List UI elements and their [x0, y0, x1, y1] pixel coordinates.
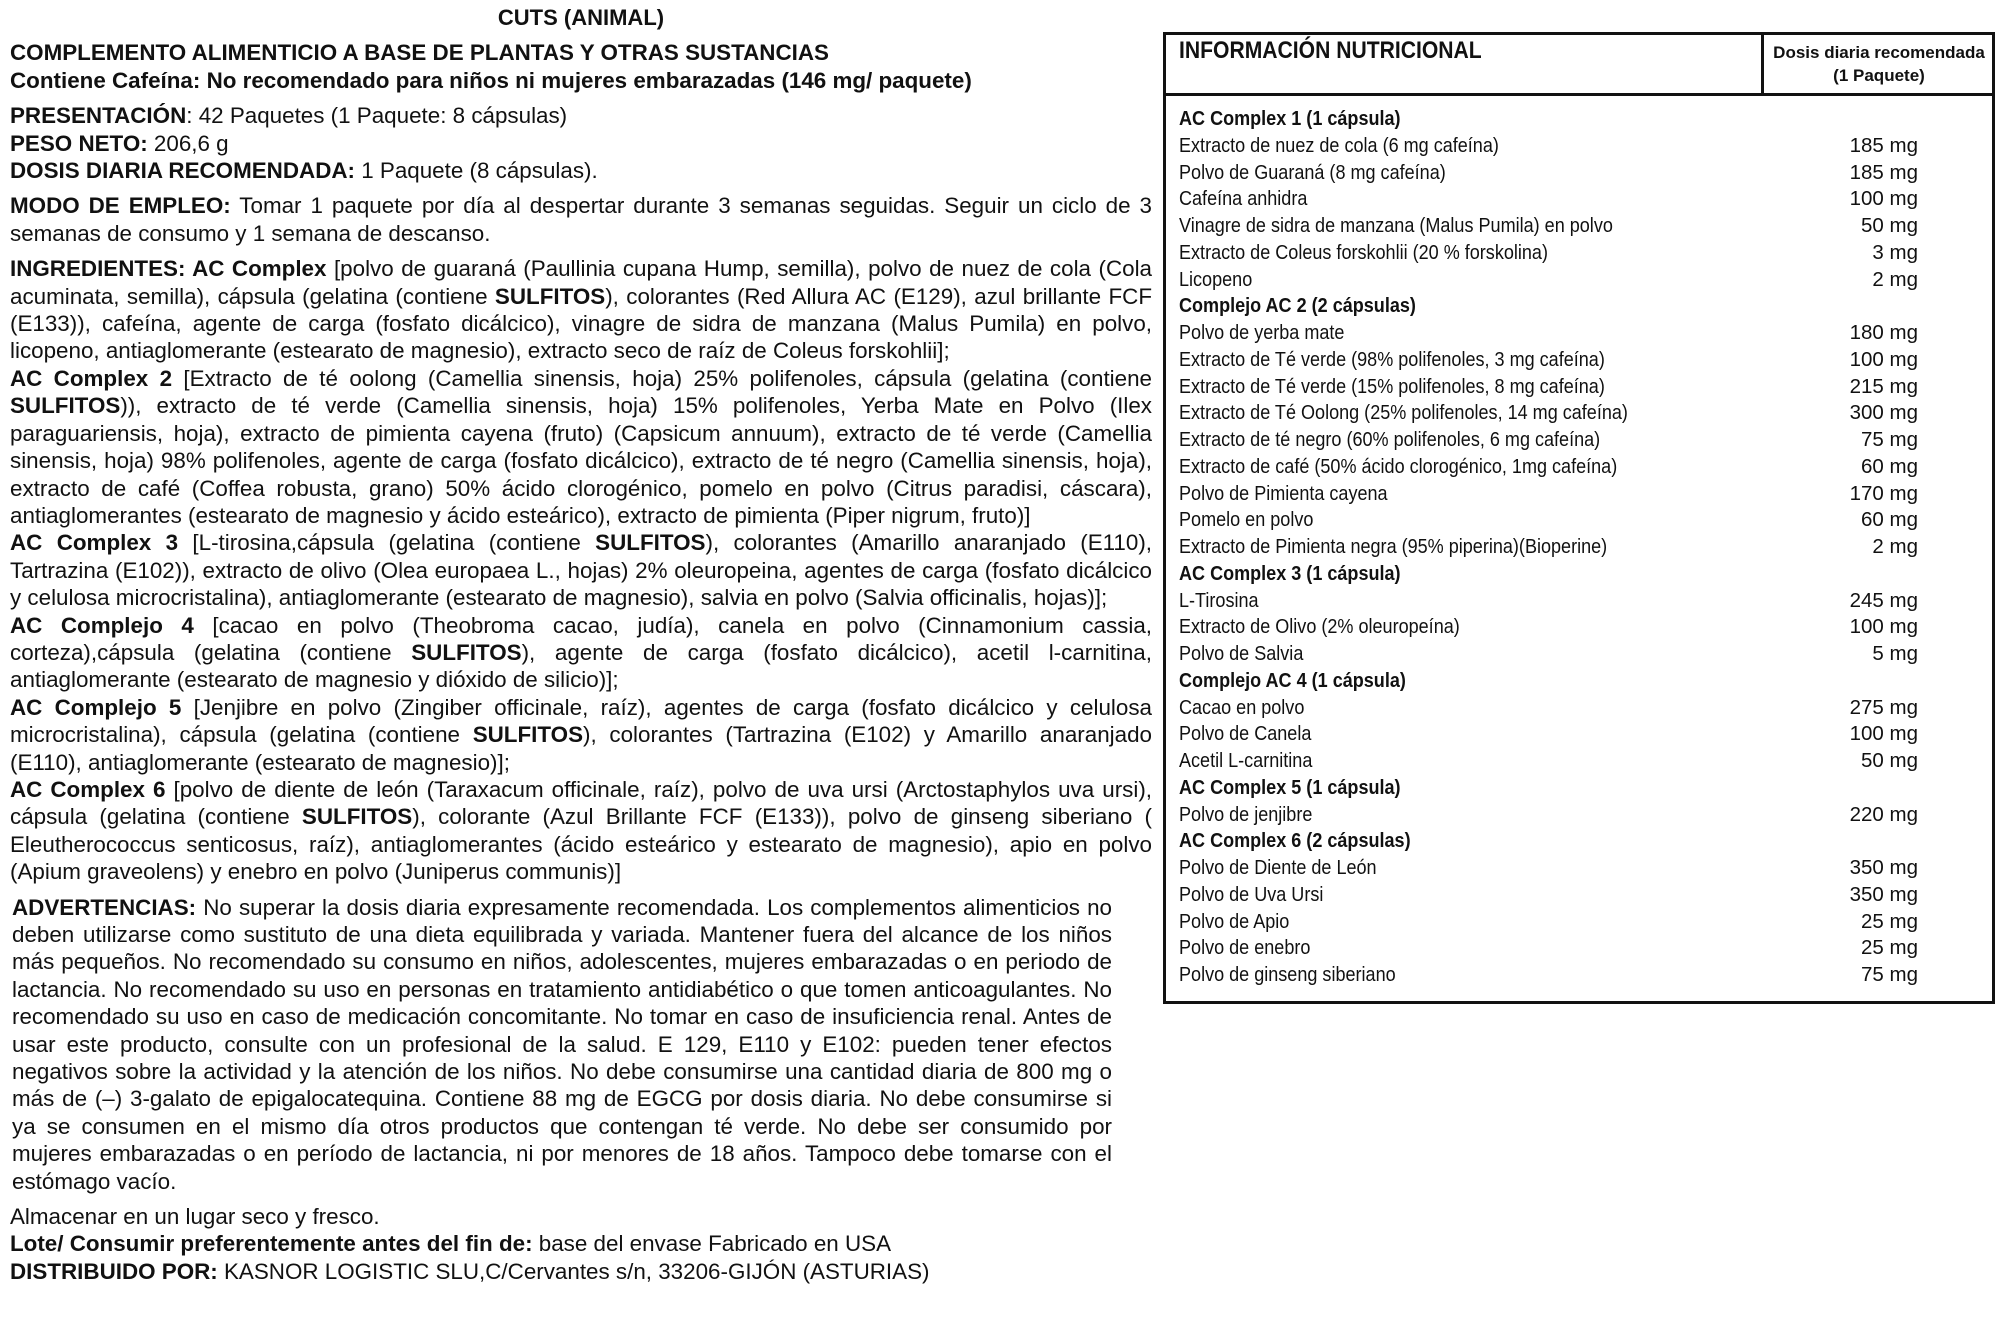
table-row: [1166, 267, 1992, 294]
table-row: [1166, 962, 1992, 989]
nutrition-table-body: [1166, 106, 1992, 989]
table-group-row: [1166, 561, 1992, 588]
table-group-row: [1166, 828, 1992, 855]
table-row: [1166, 400, 1992, 427]
table-row: [1166, 347, 1992, 374]
presentation-line: PRESENTACIÓN: 42 Paquetes (1 Paquete: 8 cápsulas): [10, 103, 568, 129]
ingredient-name: Extracto de Pimienta negra (95% piperina)(Bioperine): [1179, 535, 1608, 558]
ingredient-name: Polvo de Apio: [1179, 909, 1290, 933]
ingredient-name: Pomelo en polvo: [1179, 508, 1314, 532]
ingredient-amount: 185 mg: [1849, 160, 1918, 184]
ingredient-name: Licopeno: [1179, 267, 1253, 291]
nutrition-table: [1163, 32, 1995, 1004]
ingredient-name: Acetil L-carnitina: [1179, 749, 1313, 772]
ingredient-amount: 2 mg: [1872, 535, 1918, 558]
ingredients-complex-6: AC Complex 6 [polvo de diente de león (Taraxacum officinale, raíz), polvo de uva ursi (Arctostaphylos uva ursi), cápsula (gelatina (contiene SULFITOS), colorante (Azul Brillante FCF (E133)), polvo de ginseng siberiano ( Eleutherococcus senticosus, raíz), antiaglomerantes (ácido esteárico y estearato de magnesio), apio en polvo (Apium graveolens) y enebro en polvo (Juniperus communis)]: [10, 776, 1152, 885]
table-row: [1166, 641, 1992, 668]
table-row: [1166, 802, 1992, 829]
ingredient-name: Polvo de enebro: [1179, 936, 1311, 960]
ingredient-amount: 100 mg: [1849, 347, 1918, 371]
table-group-row: [1166, 775, 1992, 802]
group-name: Complejo AC 2 (2 cápsulas): [1179, 294, 1416, 318]
ingredients-complex-4: AC Complejo 4 [cacao en polvo (Theobroma cacao, judía), canela en polvo (Cinnamonium cassia, corteza),cápsula (gelatina (contiene SULFITOS), agente de carga (fosfato dicálcico), acetil l-carnitina, antiaglomerante (estearato de magnesio y dióxido de silicio)];: [10, 612, 1152, 693]
ingredient-name: Polvo de yerba mate: [1179, 321, 1345, 344]
ingredient-name: Polvo de Diente de León: [1179, 856, 1377, 879]
ingredient-amount: 75 mg: [1861, 963, 1918, 986]
ingredients-complex-3: AC Complex 3 [L-tirosina,cápsula (gelatina (contiene SULFITOS), colorantes (Amarillo anaranjado (E110), Tartrazina (E102)), extracto de olivo (Olea europaea L., hojas) 2% oleuropeina, agentes de carga (fosfato dicálcico y celulosa microcristalina), antiaglomerante (estearato de magnesio), salvia en polvo (Salvia officinalis, hojas)];: [10, 530, 1153, 611]
table-row: [1166, 160, 1992, 187]
table-row: [1166, 614, 1992, 641]
label-text-column: [10, 4, 1152, 1285]
ingredient-amount: 220 mg: [1849, 802, 1918, 826]
ingredient-name: Cacao en polvo: [1179, 695, 1305, 719]
usage-paragraph: MODO DE EMPLEO: Tomar 1 paquete por día al despertar durante 3 semanas seguidas. Seguir un ciclo de 3 semanas de consumo y 1 semana de descanso.: [10, 193, 1152, 246]
table-row: [1166, 133, 1992, 160]
ingredient-amount: 3 mg: [1872, 240, 1918, 264]
warnings-paragraph: ADVERTENCIAS: No superar la dosis diaria expresamente recomendada. Los complementos alimenticios no deben utilizarse como sustituto de una dieta equilibrada y variada. Mantener fuera del alcance de los niños más pequeños. No recomendado su consumo en niños, adolescentes, mujeres embarazadas o en periodo de lactancia. No recomendado su uso en personas en tratamiento antidiabético o que tomen anticoagulantes. No recomendado su uso en caso de medicación concomitante. No tomar en caso de insuficiencia renal. Antes de usar este producto, consulte con un profesional de la salud. E 129, E110 y E102: pueden tener efectos negativos sobre la actividad y la atención de los niños. No debe consumirse una cantidad diaria de 800 mg o más de (–) 3-galato de epigalocatequina. Contiene 88 mg de EGCG por dosis diaria. No debe consumirse si ya se consumen en el mismo día otros productos que contengan té verde. No debe ser consumido por mujeres embarazadas o en período de lactancia, ni por menores de 18 años. Tampoco debe tomarse con el estómago vacío.: [12, 894, 1112, 1194]
table-group-row: [1166, 106, 1992, 133]
group-name: AC Complex 5 (1 cápsula): [1179, 775, 1401, 799]
product-title: CUTS (ANIMAL): [497, 5, 665, 30]
net-weight-line: PESO NETO: 206,6 g: [10, 130, 229, 156]
ingredient-name: Extracto de Té verde (15% polifenoles, 8 mg cafeína): [1179, 374, 1605, 398]
table-row: [1166, 882, 1992, 909]
ingredient-amount: 25 mg: [1861, 936, 1918, 960]
ingredient-amount: 300 mg: [1849, 401, 1918, 425]
ingredient-amount: 75 mg: [1861, 428, 1918, 451]
ingredient-amount: 60 mg: [1861, 454, 1918, 478]
ingredient-amount: 60 mg: [1861, 508, 1918, 532]
ingredient-name: Polvo de Canela: [1179, 722, 1312, 746]
table-row: [1166, 213, 1992, 240]
ingredient-amount: 185 mg: [1849, 133, 1918, 157]
table-row: [1166, 427, 1992, 454]
group-name: AC Complex 3 (1 cápsula): [1179, 561, 1401, 585]
ingredients-complex-1: INGREDIENTES: AC Complex [polvo de guaraná (Paullinia cupana Hump, semilla), polvo de nuez de cola (Cola acuminata, semilla), cápsula (gelatina (contiene SULFITOS), colorantes (Red Allura AC (E129), azul brillante FCF (E133)), cafeína, agente de carga (fosfato dicálcico), vinagre de sidra de manzana (Malus Pumila) en polvo, licopeno, antiaglomerante (estearato de magnesio), extracto seco de raíz de Coleus forskohlii];: [10, 256, 1153, 364]
ingredient-amount: 170 mg: [1849, 481, 1918, 505]
table-row: [1166, 748, 1992, 775]
caffeine-warning: Contiene Cafeína: No recomendado para niños ni mujeres embarazadas (146 mg/ paquete): [10, 67, 972, 93]
ingredient-amount: 100 mg: [1849, 615, 1918, 639]
ingredient-amount: 350 mg: [1849, 856, 1918, 879]
ingredient-amount: 180 mg: [1849, 321, 1918, 344]
table-row: [1166, 481, 1992, 508]
table-row: [1166, 695, 1992, 722]
table-row: [1166, 374, 1992, 401]
ingredient-amount: 25 mg: [1861, 909, 1918, 933]
table-row: [1166, 721, 1992, 748]
ingredients-complex-2: AC Complex 2 [Extracto de té oolong (Camellia sinensis, hoja) 25% polifenoles, cápsula (gelatina (contiene SULFITOS)), extracto de té verde (Camellia sinensis, hoja) 15% polifenoles, Yerba Mate en Polvo (Ilex paraguariensis, hoja), extracto de pimienta cayena (fruto) (Capsicum annuum), extracto de té verde (Camellia sinensis, hoja) 98% polifenoles, agente de carga (fosfato dicálcico), extracto de té negro (Camellia sinensis, hoja), extracto de café (Coffea robusta, grano) 50% ácido clorogénico, pomelo en polvo (Citrus paradisi, cáscara), antiaglomerantes (estearato de magnesio y ácido esteárico), extracto de pimienta (Piper nigrum, fruto)]: [10, 365, 1152, 528]
group-name: AC Complex 1 (1 cápsula): [1179, 107, 1401, 130]
ingredient-amount: 245 mg: [1849, 588, 1918, 612]
distributor-line: DISTRIBUIDO POR: KASNOR LOGISTIC SLU,C/Cervantes s/n, 33206-GIJÓN (ASTURIAS): [10, 1258, 930, 1284]
ingredient-amount: 5 mg: [1872, 642, 1918, 665]
ingredient-name: Polvo de Pimienta cayena: [1179, 481, 1388, 505]
table-row: [1166, 935, 1992, 962]
table-row: [1166, 320, 1992, 347]
ingredient-name: Extracto de Té Oolong (25% polifenoles, 14 mg cafeína): [1179, 401, 1628, 425]
ingredient-amount: 2 mg: [1872, 267, 1918, 291]
ingredient-name: Polvo de Uva Ursi: [1179, 882, 1324, 906]
lot-line: Lote/ Consumir preferentemente antes del fin de: base del envase Fabricado en USA: [10, 1231, 892, 1257]
ingredient-name: Cafeína anhidra: [1179, 187, 1308, 211]
table-group-row: [1166, 293, 1992, 320]
ingredient-name: Extracto de té negro (60% polifenoles, 6 mg cafeína): [1179, 428, 1601, 451]
ingredient-name: Extracto de Té verde (98% polifenoles, 3 mg cafeína): [1179, 347, 1605, 371]
table-row: [1166, 534, 1992, 561]
table-row: [1166, 855, 1992, 882]
nutrition-table-title: INFORMACIÓN NUTRICIONAL: [1179, 37, 1482, 64]
table-group-row: [1166, 668, 1992, 695]
ingredient-name: Polvo de Salvia: [1179, 642, 1304, 665]
product-category: COMPLEMENTO ALIMENTICIO A BASE DE PLANTAS Y OTRAS SUSTANCIAS: [10, 40, 829, 66]
ingredient-name: Extracto de nuez de cola (6 mg cafeína): [1179, 133, 1499, 157]
table-row: [1166, 454, 1992, 481]
dose-column-header: Dosis diaria recomendada (1 Paquete): [1773, 43, 1985, 85]
table-row: [1166, 507, 1992, 534]
ingredient-name: Polvo de jenjibre: [1179, 802, 1313, 826]
ingredient-amount: 100 mg: [1849, 722, 1918, 746]
daily-dose-line: DOSIS DIARIA RECOMENDADA: 1 Paquete (8 cápsulas).: [10, 158, 598, 184]
ingredient-name: Extracto de café (50% ácido clorogénico, 1mg cafeína): [1179, 454, 1618, 478]
ingredient-amount: 275 mg: [1849, 695, 1918, 719]
storage-line: Almacenar en un lugar seco y fresco.: [10, 1204, 380, 1230]
group-name: AC Complex 6 (2 cápsulas): [1179, 829, 1411, 853]
table-row: [1166, 240, 1992, 267]
ingredients-complex-5: AC Complejo 5 [Jenjibre en polvo (Zingiber officinale, raíz), agentes de carga (fosfato dicálcico y celulosa microcristalina), cápsula (gelatina (contiene SULFITOS), colorantes (Tartrazina (E102) y Amarillo anaranjado (E110), antiaglomerante (estearato de magnesio)];: [10, 694, 1153, 775]
group-name: Complejo AC 4 (1 cápsula): [1179, 668, 1406, 692]
ingredient-name: Polvo de ginseng siberiano: [1179, 963, 1396, 986]
ingredient-name: Extracto de Olivo (2% oleuropeína): [1179, 615, 1460, 639]
table-row: [1166, 588, 1992, 615]
ingredient-amount: 50 mg: [1861, 214, 1918, 237]
header-divider: [1761, 35, 1764, 93]
ingredient-amount: 50 mg: [1861, 749, 1918, 772]
ingredient-name: L-Tirosina: [1179, 588, 1259, 612]
table-row: [1166, 186, 1992, 213]
nutrition-table-header: [1166, 35, 1992, 96]
table-row: [1166, 909, 1992, 936]
ingredient-amount: 350 mg: [1849, 882, 1918, 906]
ingredient-name: Vinagre de sidra de manzana (Malus Pumila) en polvo: [1179, 214, 1613, 237]
ingredient-name: Extracto de Coleus forskohlii (20 % forskolina): [1179, 240, 1548, 264]
ingredient-name: Polvo de Guaraná (8 mg cafeína): [1179, 160, 1446, 184]
ingredient-amount: 100 mg: [1849, 187, 1918, 211]
ingredient-amount: 215 mg: [1849, 374, 1918, 398]
